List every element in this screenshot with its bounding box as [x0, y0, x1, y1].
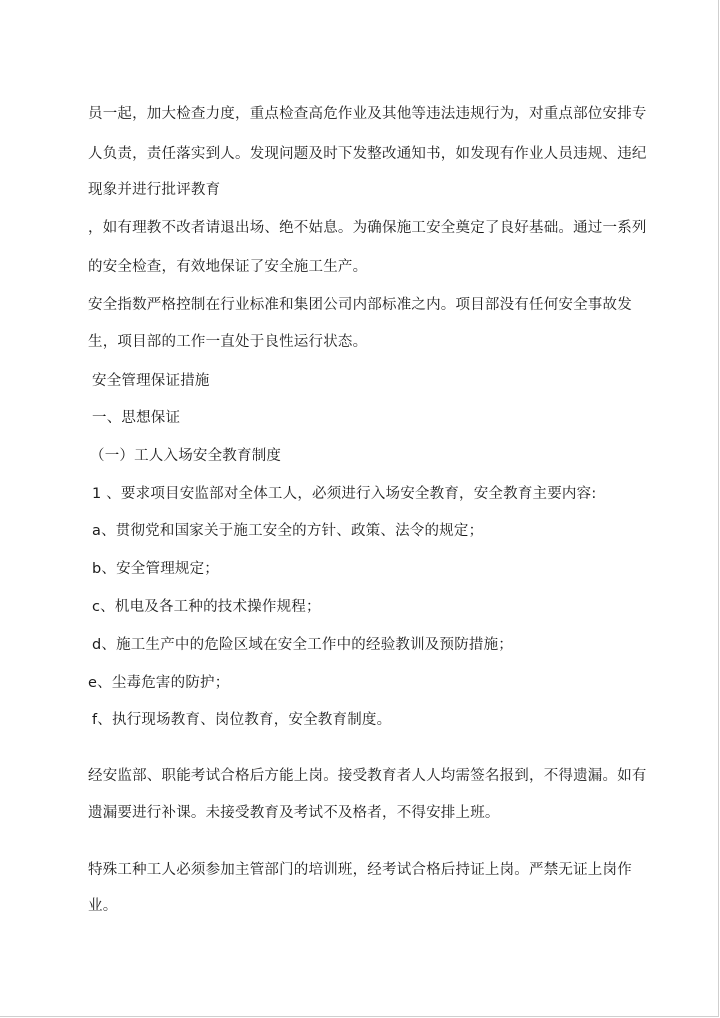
paragraph-line: 的安全检查，有效地保证了安全施工生产。 [88, 259, 368, 275]
subsection-heading: （一）工人入场安全教育制度 [90, 448, 282, 464]
paragraph-line: 经安监部、职能考试合格后方能上岗。接受教育者人人均需签名报到，不得遗漏。如有 [88, 768, 647, 784]
list-intro: 1 、要求项目安监部对全体工人，必须进行入场安全教育，安全教育主要内容: [92, 486, 597, 502]
paragraph-line: 员一起，加大检查力度，重点检查高危作业及其他等违法违规行为，对重点部位安排专 [88, 106, 647, 122]
paragraph-line: 人负责，责任落实到人。发现问题及时下发整改通知书，如发现有作业人员违规、违纪 [88, 146, 647, 162]
paragraph-line: 遗漏要进行补课。未接受教育及考试不及格者，不得安排上班。 [88, 805, 500, 821]
paragraph-line: ，如有理教不改者请退出场、绝不姑息。为确保施工安全奠定了良好基础。通过一系列 [88, 220, 647, 236]
paragraph-line: 现象并进行批评教育 [88, 182, 221, 198]
list-item: d、施工生产中的危险区域在安全工作中的经验教训及预防措施； [92, 637, 514, 653]
list-item: f、执行现场教育、岗位教育，安全教育制度。 [92, 712, 392, 728]
paragraph-line: 安全指数严格控制在行业标准和集团公司内部标准之内。项目部没有任何安全事故发 [88, 297, 632, 313]
paragraph-line: 生，项目部的工作一直处于良性运行状态。 [88, 334, 368, 350]
list-item: a、贯彻党和国家关于施工安全的方针、政策、法令的规定； [92, 523, 484, 539]
list-item: c、机电及各工种的技术操作规程； [92, 599, 321, 615]
paragraph-line: 业。 [88, 898, 118, 914]
list-item: b、安全管理规定； [92, 561, 220, 577]
paragraph-line: 特殊工种工人必须参加主管部门的培训班，经考试合格后持证上岗。严禁无证上岗作 [88, 862, 632, 878]
list-item: e、尘毒危害的防护； [88, 675, 230, 691]
section-heading: 一、思想保证 [92, 410, 181, 426]
section-heading: 安全管理保证措施 [92, 373, 210, 389]
